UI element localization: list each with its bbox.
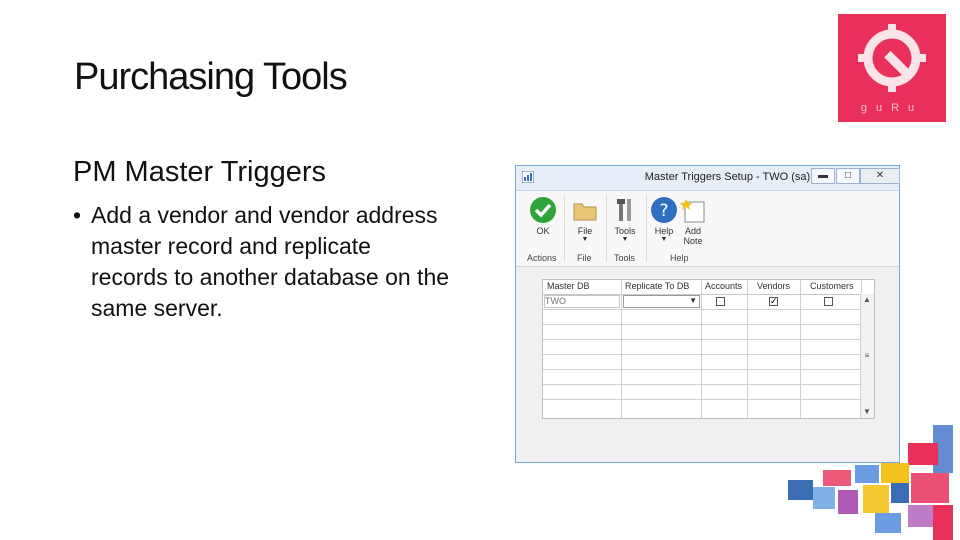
file-label: File	[577, 226, 593, 236]
grid-scrollbar[interactable]	[860, 294, 874, 418]
help-icon	[650, 196, 678, 224]
file-button[interactable]	[568, 196, 602, 243]
header-accounts: Accounts	[705, 281, 743, 291]
ribbon-separator	[606, 195, 607, 262]
tools-label: Tools	[614, 226, 636, 236]
row-divider	[543, 399, 862, 400]
add-note-button[interactable]	[676, 196, 710, 246]
window-titlebar	[516, 166, 899, 191]
scroll-up-button[interactable]: ▲	[863, 295, 871, 304]
tools-button[interactable]	[608, 196, 642, 243]
accounts-checkbox[interactable]	[716, 297, 725, 306]
note-label: Note	[683, 236, 703, 246]
bullet-item	[73, 200, 453, 324]
slide-subtitle: PM Master Triggers	[73, 156, 326, 188]
group-label-actions: Actions	[527, 253, 557, 263]
header-replicate-to-db: Replicate To DB	[625, 281, 690, 291]
chevron-down-icon: ▼	[660, 236, 668, 243]
master-triggers-window	[515, 165, 900, 463]
column-divider	[747, 280, 748, 418]
bullet-dot: •	[73, 202, 82, 228]
grid-header	[543, 280, 874, 295]
header-vendors: Vendors	[757, 281, 791, 291]
bullet-text: Add a vendor and vendor address master record and replicate records to another database on the same server.	[91, 202, 450, 321]
chevron-down-icon: ▼	[581, 236, 589, 243]
help-label: Help	[654, 226, 674, 236]
slide-title: Purchasing Tools	[74, 56, 347, 98]
decorative-blocks	[783, 425, 953, 540]
company-logo	[838, 14, 946, 122]
header-customers: Customers	[810, 281, 854, 291]
row-divider	[543, 384, 862, 385]
window-title: Master Triggers Setup - TWO (sa)	[644, 171, 811, 183]
tools-icon	[611, 196, 639, 224]
svg-text:?: ?	[659, 201, 669, 221]
column-divider	[701, 280, 702, 418]
ribbon	[516, 191, 899, 267]
wrench-gear-icon	[838, 14, 946, 104]
header-master-db: Master DB	[547, 281, 590, 291]
close-button[interactable]: ✕	[860, 168, 900, 184]
group-label-file: File	[577, 253, 592, 263]
chevron-down-icon: ▼	[689, 296, 697, 305]
vendors-checkbox[interactable]: ✓	[770, 296, 778, 306]
scroll-down-button[interactable]: ▼	[863, 407, 871, 416]
row-divider	[543, 339, 862, 340]
ok-button[interactable]	[526, 196, 560, 236]
row-divider	[543, 354, 862, 355]
group-label-tools: Tools	[614, 253, 636, 263]
folder-icon	[571, 196, 599, 224]
row-divider	[543, 309, 862, 310]
row-divider	[543, 324, 862, 325]
chevron-down-icon: ▼	[621, 236, 629, 243]
master-db-field[interactable]: TWO	[544, 295, 620, 308]
customers-checkbox[interactable]	[824, 297, 833, 306]
ok-label: OK	[536, 226, 550, 236]
note-icon	[679, 196, 707, 224]
logo-text: guRu	[860, 102, 924, 114]
group-label-help: Help	[670, 253, 689, 263]
column-divider	[800, 280, 801, 418]
column-divider	[621, 280, 622, 418]
check-icon	[529, 196, 557, 224]
triggers-grid	[542, 279, 875, 419]
replicate-to-db-dropdown[interactable]	[623, 295, 700, 308]
maximize-button[interactable]: □	[836, 168, 860, 184]
scroll-thumb-grip[interactable]: ≡	[864, 351, 870, 360]
minimize-button[interactable]: ▬	[811, 168, 835, 184]
row-divider	[543, 369, 862, 370]
add-label: Add	[684, 226, 701, 236]
ribbon-separator	[564, 195, 565, 262]
